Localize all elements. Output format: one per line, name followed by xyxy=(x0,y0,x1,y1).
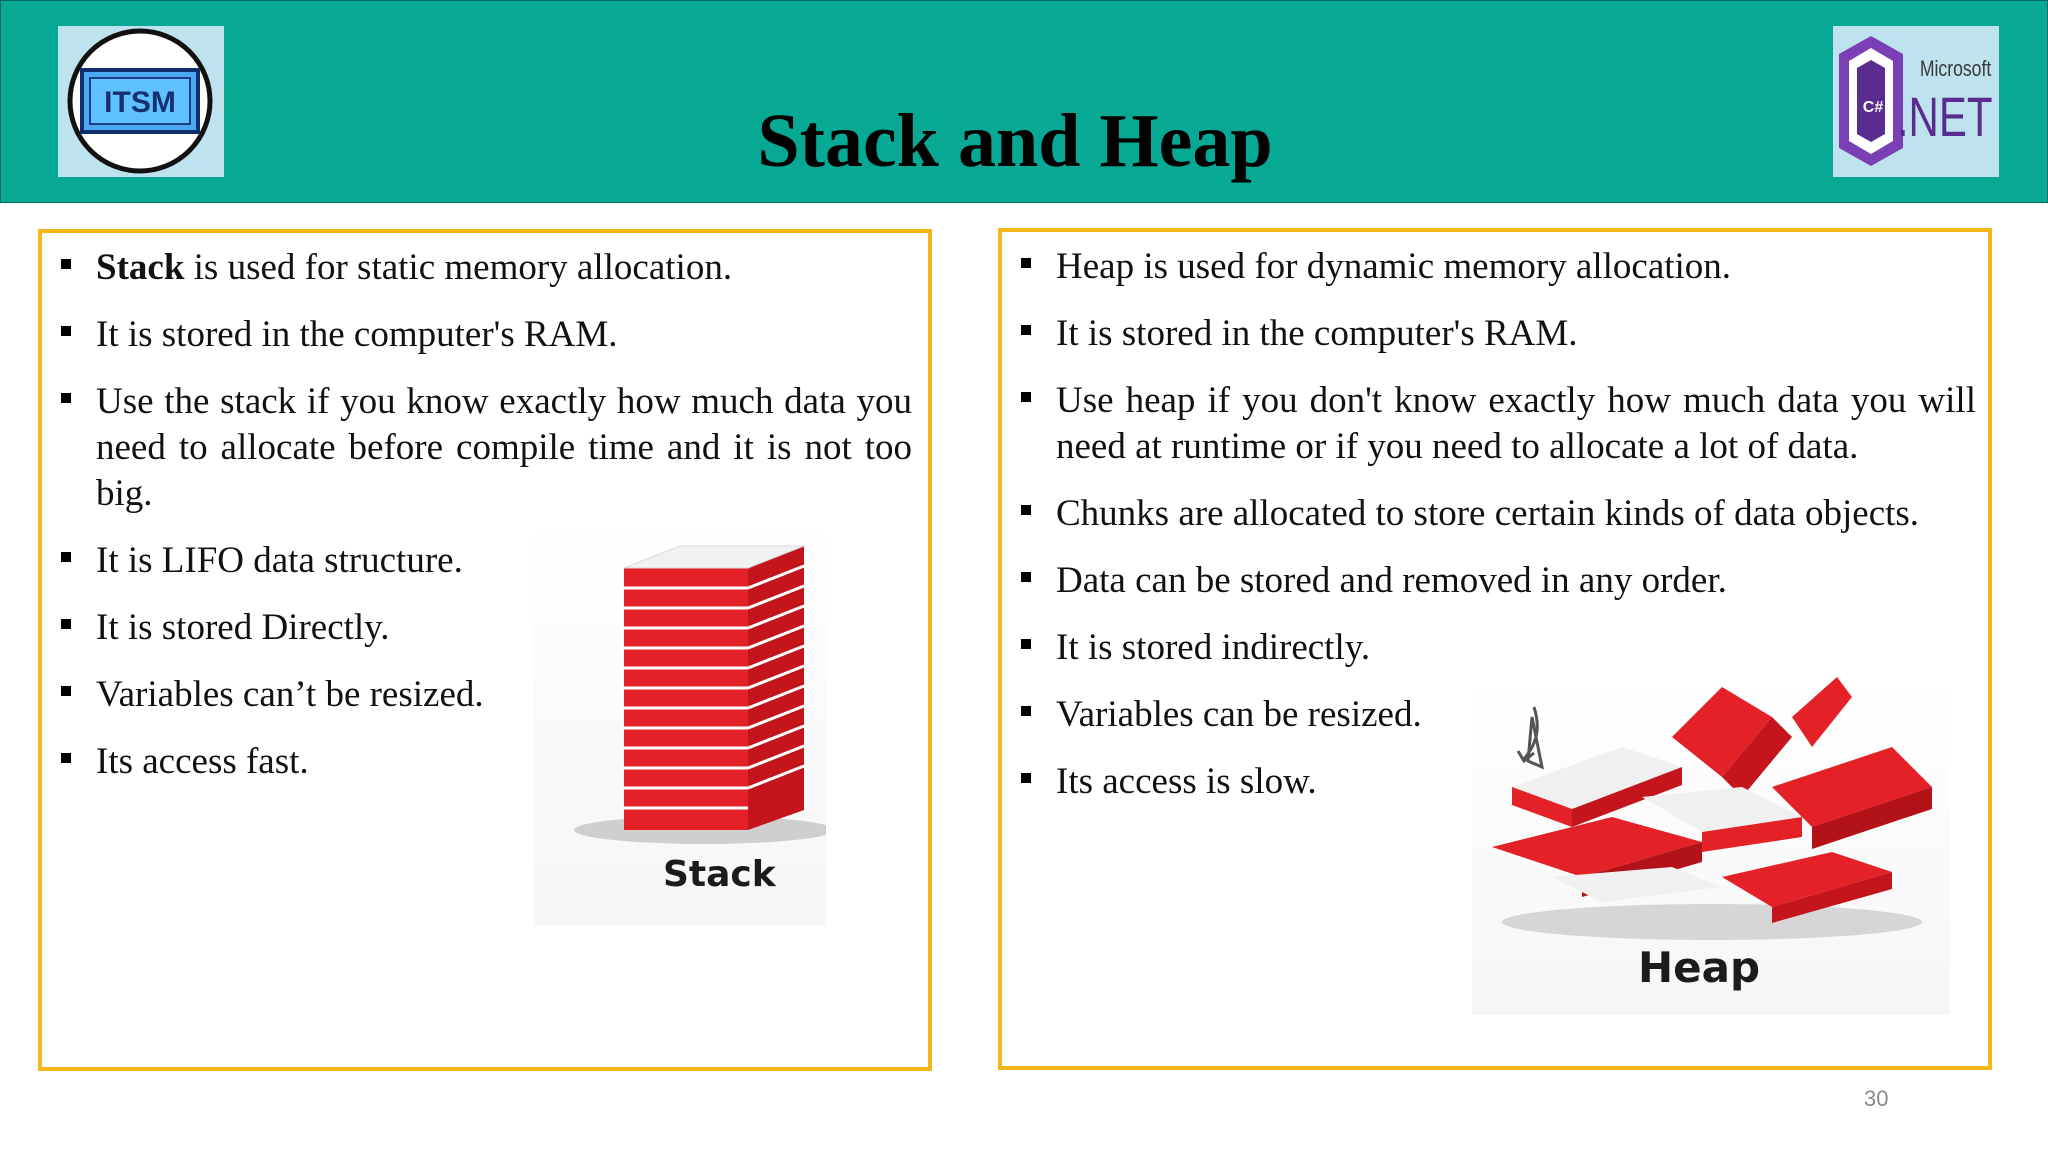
heap-panel xyxy=(998,228,1992,1070)
list-item: Use heap if you don't know exactly how much data you will need at runtime or if you need to allocate a lot of data. xyxy=(1056,378,1976,470)
list-item: It is stored in the computer's RAM. xyxy=(1056,311,1976,357)
microsoft-label: Microsoft xyxy=(1919,56,1991,81)
heap-figure-label: Heap xyxy=(1638,943,1761,992)
itsm-logo-text: ITSM xyxy=(104,86,176,119)
list-item: Stack is used for static memory allocation. xyxy=(96,245,912,291)
stack-figure-label: Stack xyxy=(663,854,776,895)
heap-illustration xyxy=(1472,677,1950,1015)
list-item: Variables can be resized. xyxy=(1056,692,1976,738)
stack-illustration xyxy=(534,518,826,926)
dotnet-label: .NET xyxy=(1897,85,1993,148)
list-item: It is LIFO data structure. xyxy=(96,538,912,584)
list-item: Data can be stored and removed in any order. xyxy=(1056,558,1976,604)
list-item: Its access fast. xyxy=(96,739,912,785)
list-item: Heap is used for dynamic memory allocation. xyxy=(1056,244,1976,290)
svg-text:C#: C# xyxy=(1862,99,1884,116)
list-item: It is stored indirectly. xyxy=(1056,625,1976,671)
stack-blocks-icon xyxy=(534,518,826,848)
heap-blocks-icon xyxy=(1472,677,1950,947)
list-item: It is stored in the computer's RAM. xyxy=(96,312,912,358)
list-item: Its access is slow. xyxy=(1056,759,1976,805)
list-item: Variables can’t be resized. xyxy=(96,672,912,718)
slide-title: Stack and Heap xyxy=(757,99,1273,183)
page-number: 30 xyxy=(1864,1086,1889,1111)
dotnet-logo xyxy=(1833,26,1999,177)
stack-panel xyxy=(38,229,932,1071)
list-item: It is stored Directly. xyxy=(96,605,912,651)
slide-header xyxy=(0,0,2048,203)
list-item: Use the stack if you know exactly how much data you need to allocate before compile time and it is not too big. xyxy=(96,379,912,517)
list-item: Chunks are allocated to store certain kinds of data objects. xyxy=(1056,491,1976,537)
